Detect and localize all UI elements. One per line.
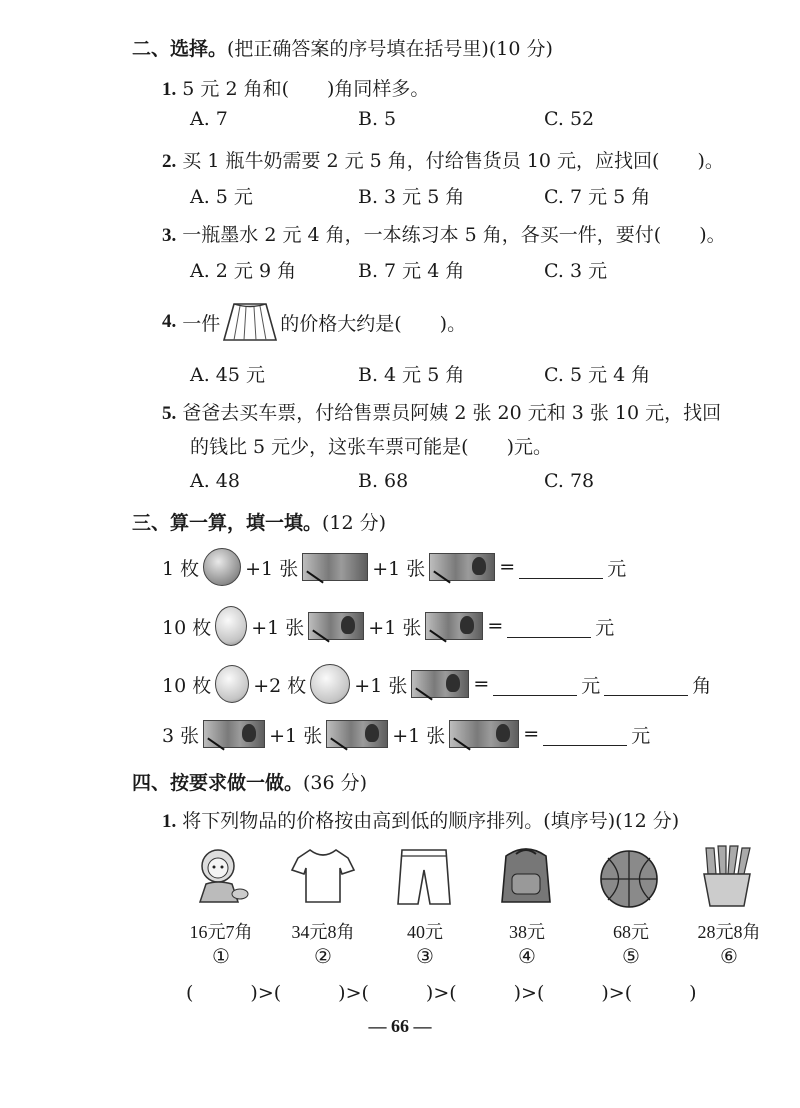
item-price: 40元	[407, 922, 443, 942]
question-text: 将下列物品的价格按由高到低的顺序排列。(填序号)(12 分)	[182, 810, 680, 832]
equals-sign: =	[473, 673, 490, 695]
question-text-after: 的价格大约是( )。	[280, 312, 467, 335]
shorts-icon	[394, 846, 454, 908]
option-b: B. 4 元 5 角	[358, 364, 465, 386]
option-b: B. 68	[358, 470, 409, 492]
brush-icon	[694, 844, 760, 908]
question-3	[162, 220, 726, 247]
coin-icon	[215, 665, 249, 703]
item-label: ⑤	[622, 944, 640, 968]
section4-subtitle: (36 分)	[303, 772, 368, 794]
count-text: +2 枚	[253, 674, 307, 697]
section2-subtitle: (把正确答案的序号填在括号里)(10 分)	[227, 38, 553, 60]
coin-icon	[203, 548, 241, 586]
section2-heading	[132, 34, 553, 61]
option-b: B. 5	[358, 108, 397, 130]
section4-question-1	[162, 806, 679, 833]
option-c: C. 3 元	[544, 260, 608, 282]
item-label: ③	[416, 944, 434, 968]
item-price: 68元	[613, 922, 649, 942]
question-text: 一瓶墨水 2 元 4 角，一本练习本 5 角，各买一件，要付( )。	[182, 224, 726, 246]
order-answer-line[interactable]: ( )>( )>( )>( )>( )>( )	[186, 982, 697, 1004]
option-a: A. 7	[190, 108, 228, 130]
banknote-icon	[411, 670, 469, 698]
option-a: A. 48	[190, 470, 240, 492]
question-number: 4.	[162, 311, 177, 332]
answer-blank[interactable]	[604, 673, 688, 696]
option-a: A. 45 元	[190, 364, 266, 386]
item-price: 16元7角	[189, 922, 253, 942]
doll-icon	[188, 846, 252, 908]
question-text-before: 一件	[182, 312, 221, 335]
banknote-icon	[302, 553, 368, 581]
item-label: ①	[212, 944, 230, 968]
question-text-line2: 的钱比 5 元少，这张车票可能是( )元。	[190, 436, 552, 458]
question-text: 爸爸去买车票，付给售票员阿姨 2 张 20 元和 3 张 10 元，找回	[182, 402, 722, 424]
item-price: 34元8角	[291, 922, 355, 942]
skirt-icon	[220, 300, 280, 344]
option-a: A. 5 元	[190, 186, 253, 208]
section3-title: 三、算一算，填一填。	[132, 512, 323, 534]
answer-blank[interactable]	[543, 723, 627, 746]
count-text: 10 枚	[162, 674, 212, 697]
money-row-2	[162, 606, 614, 646]
unit-text: 元	[595, 616, 615, 639]
count-text: 1 枚	[162, 557, 200, 580]
question-1	[162, 74, 429, 101]
equals-sign: =	[499, 556, 516, 578]
banknote-icon	[203, 720, 265, 748]
unit-text: 元	[607, 557, 627, 580]
money-row-4	[162, 720, 650, 748]
answer-blank[interactable]	[507, 615, 591, 638]
question-number: 1.	[162, 811, 177, 832]
option-b: B. 7 元 4 角	[358, 260, 465, 282]
count-text: +1 张	[368, 616, 422, 639]
tshirt-icon	[290, 846, 356, 904]
section4-heading	[132, 768, 367, 795]
option-a: A. 2 元 9 角	[190, 260, 297, 282]
count-text: +1 张	[392, 724, 446, 747]
equals-sign: =	[523, 723, 540, 745]
basketball-icon	[598, 848, 660, 910]
section3-subtitle: (12 分)	[322, 512, 387, 534]
option-c: C. 7 元 5 角	[544, 186, 651, 208]
unit-text: 元	[631, 724, 651, 747]
money-row-3	[162, 664, 711, 704]
count-text: +1 张	[269, 724, 323, 747]
question-4	[162, 300, 466, 344]
answer-blank[interactable]	[493, 673, 577, 696]
banknote-icon	[326, 720, 388, 748]
question-text: 5 元 2 角和( )角同样多。	[182, 78, 430, 100]
banknote-icon	[308, 612, 364, 640]
section3-heading	[132, 508, 386, 535]
count-text: +1 张	[372, 557, 426, 580]
option-c: C. 78	[544, 470, 595, 492]
count-text: +1 张	[251, 616, 305, 639]
count-text: +1 张	[354, 674, 408, 697]
item-price: 38元	[509, 922, 545, 942]
coin-icon	[215, 606, 247, 646]
coin-icon	[310, 664, 350, 704]
section4-title: 四、按要求做一做。	[132, 772, 304, 794]
equals-sign: =	[487, 615, 504, 637]
question-number: 3.	[162, 225, 177, 246]
count-text: 10 枚	[162, 616, 212, 639]
count-text: 3 张	[162, 724, 200, 747]
section2-title: 二、选择。	[132, 38, 228, 60]
question-number: 2.	[162, 151, 177, 172]
item-label: ④	[518, 944, 536, 968]
question-number: 5.	[162, 403, 177, 424]
banknote-icon	[425, 612, 483, 640]
unit-text: 角	[692, 674, 712, 697]
option-c: C. 5 元 4 角	[544, 364, 651, 386]
answer-blank[interactable]	[519, 556, 603, 579]
option-c: C. 52	[544, 108, 595, 130]
banknote-icon	[449, 720, 519, 748]
item-label: ②	[314, 944, 332, 968]
backpack-icon	[496, 842, 556, 908]
count-text: +1 张	[245, 557, 299, 580]
unit-text: 元	[581, 674, 601, 697]
question-5	[162, 398, 721, 425]
banknote-icon	[429, 553, 495, 581]
question-number: 1.	[162, 79, 177, 100]
money-row-1	[162, 548, 626, 586]
item-price: 28元8角	[697, 922, 761, 942]
question-2	[162, 146, 724, 173]
page-number: — 66 —	[368, 1016, 432, 1036]
option-b: B. 3 元 5 角	[358, 186, 465, 208]
question-text: 买 1 瓶牛奶需要 2 元 5 角，付给售货员 10 元，应找回( )。	[182, 150, 724, 172]
item-label: ⑥	[720, 944, 738, 968]
